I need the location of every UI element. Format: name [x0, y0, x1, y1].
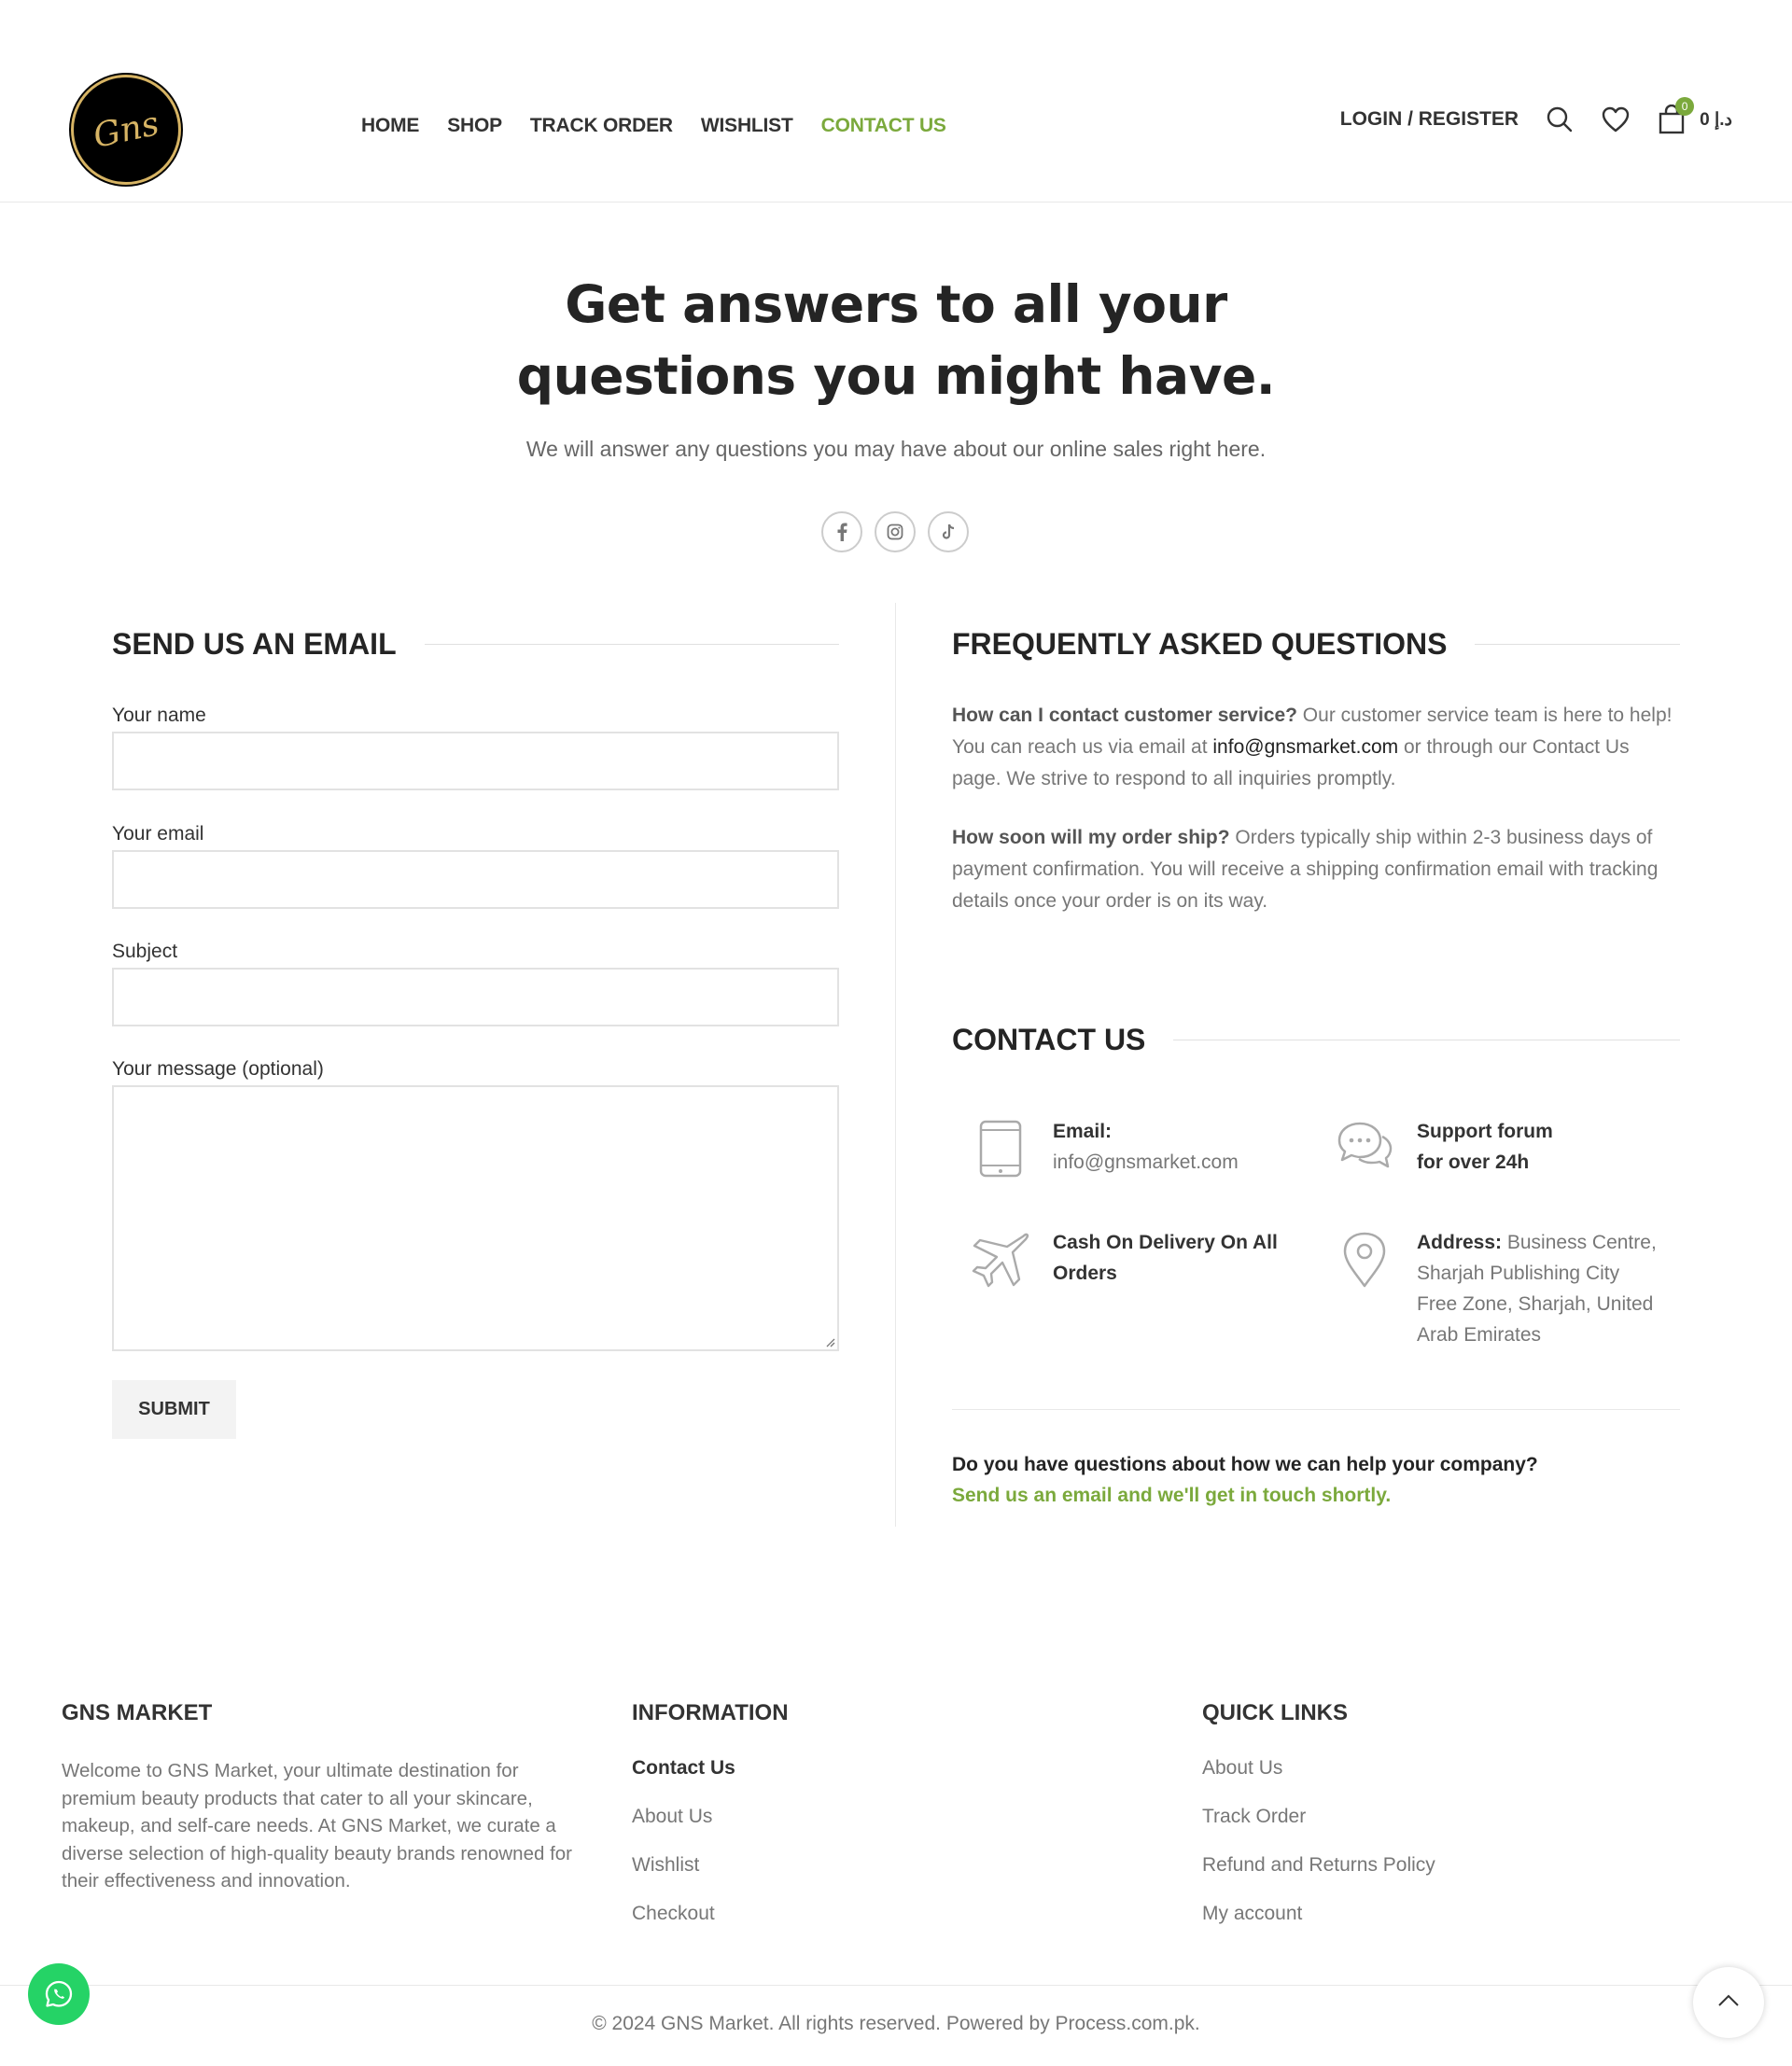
contact-cod — [967, 1227, 1278, 1294]
site-header — [0, 0, 1792, 202]
nav-contact-us[interactable]: CONTACT US — [820, 115, 946, 136]
contact-divider — [952, 1409, 1680, 1410]
address-line-2: Sharjah Publishing City — [1417, 1263, 1620, 1284]
whatsapp-icon[interactable] — [28, 1963, 90, 2025]
footer-quick-links-title: QUICK LINKS — [1202, 1700, 1348, 1725]
faq-answer-2: Orders typically ship within 2-3 business days of payment confirmation. You will receive a shipping confirmation email with tracking details once your order is on its way. — [952, 827, 1659, 912]
email-label: Your email — [112, 823, 204, 845]
contact-heading — [952, 1023, 1680, 1057]
nav-shop[interactable]: SHOP — [447, 115, 502, 136]
support-line-1: Support forum — [1417, 1121, 1553, 1142]
message-field[interactable] — [112, 1085, 839, 1351]
faq-heading — [952, 627, 1680, 662]
copyright-text: © 2024 GNS Market. All rights reserved. Powered by Process.com.pk. — [592, 2013, 1200, 2034]
cod-line-1: Cash On Delivery On All — [1053, 1232, 1278, 1253]
page-subtitle: We will answer any questions you may have about our online sales right here. — [525, 437, 1267, 461]
subject-field[interactable] — [112, 968, 839, 1026]
tiktok-icon[interactable] — [928, 511, 969, 552]
cta-email-link[interactable]: Send us an email and we'll get in touch shortly. — [952, 1485, 1392, 1506]
footer-divider — [0, 1985, 1792, 1986]
contact-address — [1331, 1227, 1657, 1350]
airplane-icon — [967, 1227, 1034, 1294]
footer-link-wishlist[interactable]: Wishlist — [632, 1854, 700, 1876]
faq-question-1: How can I contact customer service? — [952, 705, 1297, 726]
footer-link-about-us-2[interactable]: About Us — [1202, 1757, 1283, 1779]
faq-item-1 — [952, 700, 1680, 795]
support-line-2: for over 24h — [1417, 1152, 1530, 1173]
cta-question: Do you have questions about how we can help your company? — [952, 1454, 1538, 1475]
address-line-3: Free Zone, Sharjah, United — [1417, 1293, 1654, 1315]
main-nav — [361, 115, 946, 137]
chat-bubbles-icon — [1331, 1116, 1398, 1183]
contact-support-text — [1417, 1116, 1553, 1183]
scroll-to-top-button[interactable] — [1693, 1967, 1764, 2038]
submit-button[interactable]: SUBMIT — [112, 1380, 236, 1439]
cart-count-badge: 0 — [1675, 97, 1694, 116]
wishlist-heart-icon[interactable] — [1601, 105, 1631, 134]
cart-icon[interactable] — [1657, 100, 1688, 134]
email-form-title: SEND US AN EMAIL — [112, 627, 397, 661]
logo-text: Gns — [90, 104, 162, 156]
contact-email-link[interactable]: info@gnsmarket.com — [1053, 1152, 1239, 1173]
subject-label: Subject — [112, 941, 178, 962]
social-links — [821, 511, 969, 552]
footer-link-about-us[interactable]: About Us — [632, 1806, 713, 1827]
page-title — [0, 269, 1792, 412]
map-pin-icon — [1331, 1227, 1398, 1294]
contact-address-text — [1417, 1227, 1657, 1350]
resize-grip-icon[interactable] — [824, 1336, 835, 1347]
contact-cod-text — [1053, 1227, 1278, 1294]
contact-title: CONTACT US — [952, 1023, 1146, 1056]
message-label: Your message (optional) — [112, 1058, 324, 1080]
faq-answer-1: Our customer service team is here to help! You can reach us via email at — [952, 705, 1673, 758]
name-label: Your name — [112, 705, 206, 726]
address-heading: Address: — [1417, 1232, 1503, 1253]
header-tools — [1339, 100, 1732, 134]
nav-wishlist[interactable]: WISHLIST — [700, 115, 793, 136]
name-field[interactable] — [112, 732, 839, 790]
footer-about-text: Welcome to GNS Market, your ultimate destination for premium beauty products that cater to all your skincare, makeup, and self-care needs. At GNS Market, we curate a diverse selection of high-quality beauty brands renowned for their effectiveness and innovation. — [62, 1760, 572, 1892]
email-field[interactable] — [112, 850, 839, 909]
nav-home[interactable]: HOME — [361, 115, 420, 136]
cod-line-2: Orders — [1053, 1263, 1117, 1284]
site-logo[interactable] — [71, 75, 181, 185]
footer-brand-title: GNS MARKET — [62, 1700, 213, 1725]
faq-answer-1-end: or through our Contact Us page. We strive to respond to all inquiries promptly. — [952, 736, 1630, 789]
address-line-1: Business Centre, — [1502, 1232, 1657, 1253]
footer-link-track-order[interactable]: Track Order — [1202, 1806, 1307, 1827]
address-line-4: Arab Emirates — [1417, 1324, 1542, 1346]
nav-track-order[interactable]: TRACK ORDER — [529, 115, 673, 136]
cart-total[interactable]: 0 د.إ — [1700, 109, 1732, 130]
facebook-icon[interactable] — [821, 511, 862, 552]
contact-email — [967, 1116, 1239, 1183]
search-icon[interactable] — [1545, 105, 1575, 134]
footer-information-title: INFORMATION — [632, 1700, 789, 1725]
footer-link-checkout[interactable]: Checkout — [632, 1903, 715, 1924]
contact-support — [1331, 1116, 1553, 1183]
faq-title: FREQUENTLY ASKED QUESTIONS — [952, 627, 1448, 661]
login-register-link[interactable]: LOGIN / REGISTER — [1339, 108, 1519, 130]
email-form-heading — [112, 627, 839, 662]
footer-link-refund-policy[interactable]: Refund and Returns Policy — [1202, 1854, 1435, 1876]
heading-rule — [425, 644, 839, 645]
tablet-icon — [967, 1116, 1034, 1183]
instagram-icon[interactable] — [875, 511, 916, 552]
heading-rule — [1475, 644, 1680, 645]
faq-question-2: How soon will my order ship? — [952, 827, 1230, 848]
footer-link-contact-us[interactable]: Contact Us — [632, 1757, 735, 1779]
page-title-line1: Get answers to all your — [565, 274, 1227, 334]
email-heading: Email: — [1053, 1121, 1113, 1142]
column-divider — [895, 603, 896, 1527]
chevron-up-icon — [1717, 1994, 1740, 2012]
page-title-line2: questions you might have. — [516, 346, 1276, 406]
footer-link-my-account[interactable]: My account — [1202, 1903, 1303, 1924]
faq-item-2 — [952, 822, 1680, 917]
support-email-link[interactable]: info@gnsmarket.com — [1212, 736, 1399, 758]
contact-email-text — [1053, 1116, 1239, 1183]
